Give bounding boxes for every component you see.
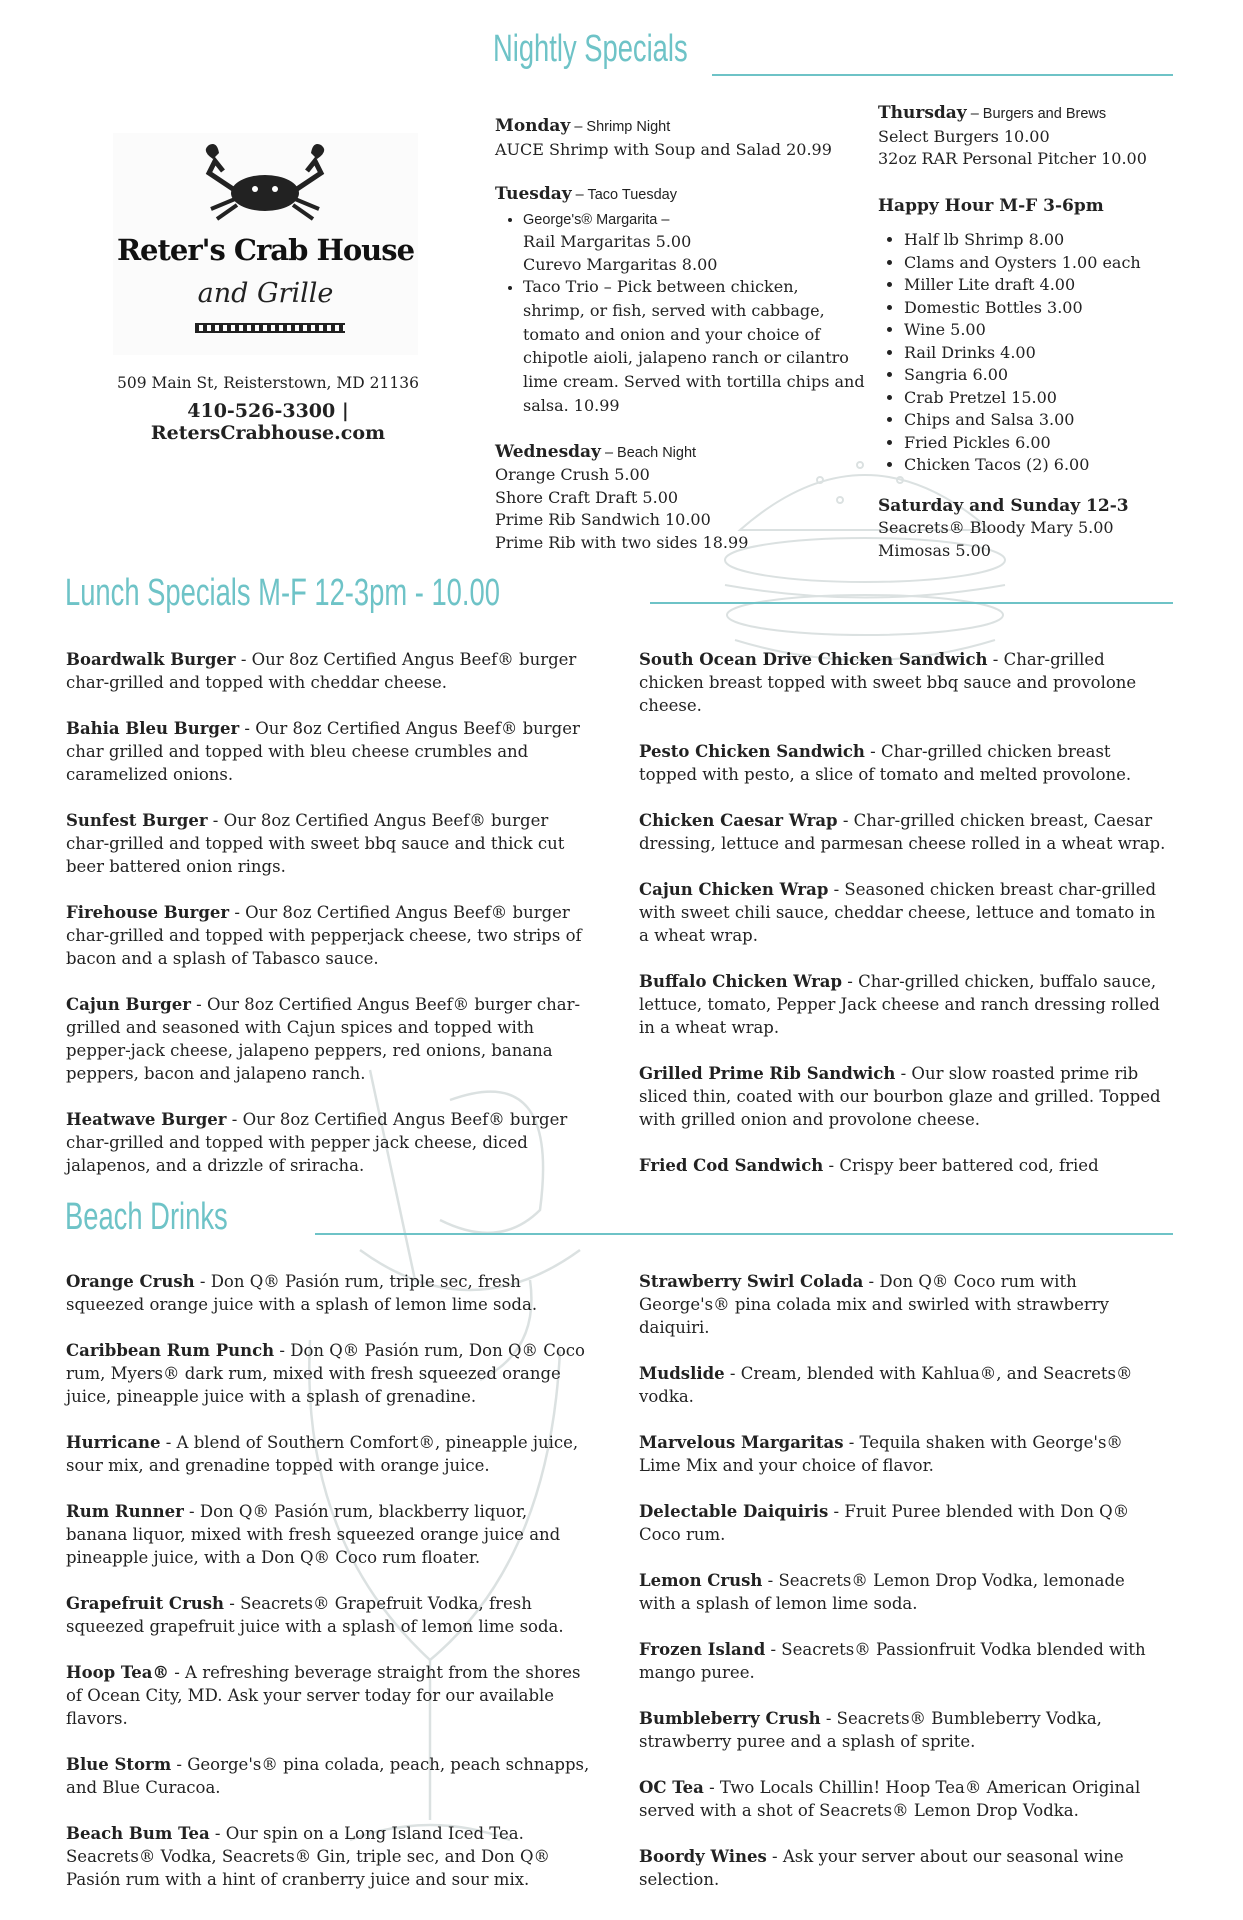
happy-hour-title: Happy Hour M-F 3-6pm [878, 195, 1104, 216]
menu-item [66, 1108, 586, 1177]
lunch-specials-title: Lunch Specials M-F 12-3pm - 10.00 [65, 572, 500, 614]
address: 509 Main St, Reisterstown, MD 21136 [117, 374, 419, 392]
menu-item [66, 717, 586, 786]
menu-item [66, 1431, 591, 1477]
item-desc: - Two Locals Chillin! Hoop Tea® American Original served with a shot of Seacrets® Lemon Drop Vodka. [639, 1778, 1141, 1820]
nightly-column-left [495, 115, 865, 554]
menu-item [639, 878, 1169, 947]
item-desc: - Our slow roasted prime rib sliced thin, coated with our bourbon glaze and grilled. Topped with grilled onion and provolone cheese. [639, 1064, 1161, 1129]
menu-item [639, 1776, 1159, 1822]
nightly-rule [712, 74, 1173, 76]
item-name: Boardwalk Burger [66, 650, 236, 669]
item-name: Grapefruit Crush [66, 1594, 225, 1613]
item-name: Grilled Prime Rib Sandwich [639, 1064, 896, 1083]
nightly-column-right [878, 102, 1208, 562]
drinks-column-right [639, 1270, 1159, 1914]
menu-item [66, 1270, 591, 1316]
drinks-column-left [66, 1270, 591, 1914]
item-desc: - Ask your server about our seasonal wine selection. [639, 1847, 1124, 1889]
list-item: Mimosas 5.00 [878, 540, 991, 560]
item-desc: - Our 8oz Certified Angus Beef® burger char-grilled and seasoned with Cajun spices and topped with pepper-jack cheese, jalapeno peppers, red onions, banana peppers, bacon and jalapeno ranch. [66, 995, 581, 1083]
item-desc: - George's® pina colada, peach, peach schnapps, and Blue Curacoa. [66, 1755, 590, 1797]
item-name: Buffalo Chicken Wrap [639, 972, 843, 991]
wednesday-block [495, 441, 865, 555]
item-name: OC Tea [639, 1778, 704, 1797]
item-name: Cajun Chicken Wrap [639, 880, 829, 899]
thursday-block [878, 102, 1208, 171]
item-name: Delectable Daiquiris [639, 1502, 829, 1521]
item-desc: - A refreshing beverage straight from the shores of Ocean City, MD. Ask your server today for our available flavors. [66, 1663, 581, 1728]
happy-hour-list [878, 229, 1208, 477]
menu-item [66, 1661, 591, 1730]
item-desc: - Seacrets® Lemon Drop Vodka, lemonade with a splash of lemon lime soda. [639, 1571, 1125, 1613]
list-item: • Sangria 6.00 [904, 364, 1208, 387]
item-name: Chicken Caesar Wrap [639, 811, 838, 830]
tuesday-bullet-1: George's® Margarita – [523, 211, 670, 228]
menu-item [66, 1753, 591, 1799]
menu-item [639, 1500, 1159, 1546]
list-item: • Wine 5.00 [904, 319, 1208, 342]
tuesday-theme: – Taco Tuesday [571, 187, 677, 203]
item-name: Cajun Burger [66, 995, 191, 1014]
item-name: Firehouse Burger [66, 903, 230, 922]
item-desc: - Our spin on a Long Island Iced Tea. Seacrets® Vodka, Seacrets® Gin, triple sec, and Don Q® Pasión rum with a hint of cranberry juice and sour mix. [66, 1824, 551, 1889]
item-name: Hurricane [66, 1433, 161, 1452]
tuesday-block [495, 183, 865, 419]
item-desc: - Char-grilled chicken breast, Caesar dressing, lettuce and parmesan cheese rolled in a wheat wrap. [639, 811, 1166, 853]
tuesday-list [495, 209, 865, 419]
item-name: South Ocean Drive Chicken Sandwich [639, 650, 988, 669]
item-desc: - Char-grilled chicken breast topped with sweet bbq sauce and provolone cheese. [639, 650, 1137, 715]
item-desc: - Our 8oz Certified Angus Beef® burger char-grilled and topped with pepperjack cheese, two strips of bacon and a splash of Tabasco sauce. [66, 903, 582, 968]
list-item: Prime Rib with two sides 18.99 [495, 532, 749, 552]
list-item: Select Burgers 10.00 [878, 126, 1050, 146]
logo-panel [113, 133, 418, 355]
item-name: Heatwave Burger [66, 1110, 227, 1129]
item-desc: - Seacrets® Grapefruit Vodka, fresh squeezed grapefruit juice with a splash of lemon lime soda. [66, 1594, 564, 1636]
item-name: Orange Crush [66, 1272, 195, 1291]
logo-divider [195, 323, 345, 333]
item-name: Boordy Wines [639, 1847, 767, 1866]
item-desc: - Our 8oz Certified Angus Beef® burger char grilled and topped with bleu cheese crumbles and caramelized onions. [66, 719, 580, 784]
item-name: Caribbean Rum Punch [66, 1341, 275, 1360]
list-item: Shore Craft Draft 5.00 [495, 487, 679, 507]
item-desc: - Char-grilled chicken breast topped with pesto, a slice of tomato and melted provolone. [639, 742, 1132, 784]
item-name: Hoop Tea® [66, 1663, 169, 1682]
list-item: • Chips and Salsa 3.00 [904, 409, 1208, 432]
item-name: Rum Runner [66, 1502, 184, 1521]
list-item: • Crab Pretzel 15.00 [904, 387, 1208, 410]
menu-item [639, 809, 1169, 855]
logo-name: Reter's Crab House [116, 233, 415, 267]
menu-item [639, 1431, 1159, 1477]
item-desc: - Seasoned chicken breast char-grilled with sweet chili sauce, cheddar cheese, lettuce and tomato in a wheat wrap. [639, 880, 1157, 945]
menu-item [639, 1707, 1159, 1753]
item-name: Strawberry Swirl Colada [639, 1272, 864, 1291]
item-desc: - Tequila shaken with George's® Lime Mix and your choice of flavor. [639, 1433, 1123, 1475]
list-item: • Fried Pickles 6.00 [904, 432, 1208, 455]
lunch-column-right [639, 648, 1169, 1200]
item-name: Mudslide [639, 1364, 725, 1383]
item-desc: - Don Q® Pasión rum, triple sec, fresh squeezed orange juice with a splash of lemon lime soda. [66, 1272, 538, 1314]
list-item: 32oz RAR Personal Pitcher 10.00 [878, 149, 1147, 168]
item-name: Bumbleberry Crush [639, 1709, 821, 1728]
menu-item [639, 1362, 1159, 1408]
lunch-column-left [66, 648, 586, 1200]
list-item: • Chicken Tacos (2) 6.00 [904, 454, 1208, 477]
tuesday-sub-1: Rail Margaritas 5.00 [523, 232, 692, 251]
monday-theme: – Shrimp Night [570, 119, 671, 135]
item-name: Sunfest Burger [66, 811, 208, 830]
item-desc: - Seacrets® Bumbleberry Vodka, strawberry puree and a splash of sprite. [639, 1709, 1102, 1751]
menu-item [639, 1062, 1169, 1131]
menu-item [639, 1845, 1159, 1891]
menu-item [66, 993, 586, 1085]
menu-item [66, 1822, 591, 1891]
menu-item [639, 1638, 1159, 1684]
item-desc: - Cream, blended with Kahlua®, and Seacrets® vodka. [639, 1364, 1133, 1406]
list-item [523, 209, 865, 277]
item-desc: - Seacrets® Passionfruit Vodka blended with mango puree. [639, 1640, 1146, 1682]
monday-item: AUCE Shrimp with Soup and Salad 20.99 [495, 139, 832, 159]
item-name: Pesto Chicken Sandwich [639, 742, 865, 761]
contact-line[interactable]: 410-526-3300 | RetersCrabhouse.com [150, 400, 386, 444]
nightly-specials-title: Nightly Specials [493, 28, 688, 70]
thursday-day: Thursday [878, 103, 967, 123]
menu-item [639, 648, 1169, 717]
menu-item [66, 648, 586, 694]
wednesday-day: Wednesday [495, 441, 601, 462]
item-name: Beach Bum Tea [66, 1824, 210, 1843]
tuesday-bullet-2: Taco Trio – Pick between chicken, shrimp, or fish, served with cabbage, tomato and onion and your choice of chipotle aioli, jalapeno ranch or cilantro lime cream. Served with tortilla chips and salsa. 10.99 [523, 277, 865, 415]
item-desc: - Our 8oz Certified Angus Beef® burger char-grilled and topped with pepper jack cheese, diced jalapenos, and a drizzle of sriracha. [66, 1110, 568, 1175]
item-desc: - A blend of Southern Comfort®, pineapple juice, sour mix, and grenadine topped with orange juice. [66, 1433, 579, 1475]
weekend-title: Saturday and Sunday 12-3 [878, 495, 1129, 516]
menu-item [66, 809, 586, 878]
lunch-rule [650, 602, 1173, 604]
menu-item [66, 1500, 591, 1569]
menu-item [639, 1154, 1169, 1177]
thursday-theme: – Burgers and Brews [966, 106, 1107, 122]
tuesday-sub-2: Curevo Margaritas 8.00 [523, 254, 718, 274]
wednesday-theme: – Beach Night [600, 444, 697, 461]
list-item: Prime Rib Sandwich 10.00 [495, 510, 711, 530]
beach-drinks-title: Beach Drinks [65, 1196, 228, 1238]
item-name: Blue Storm [66, 1755, 172, 1774]
list-item: Seacrets® Bloody Mary 5.00 [878, 518, 1114, 537]
item-desc: - Don Q® Pasión rum, Don Q® Coco rum, Myers® dark rum, mixed with fresh squeezed orange juice, pineapple juice with a splash of grenadine. [66, 1341, 585, 1406]
list-item: • Half lb Shrimp 8.00 [904, 229, 1208, 252]
list-item: • Domestic Bottles 3.00 [904, 297, 1208, 320]
list-item: • Clams and Oysters 1.00 each [904, 252, 1208, 275]
menu-item [66, 1339, 591, 1408]
item-desc: - Fruit Puree blended with Don Q® Coco rum. [639, 1502, 1130, 1544]
item-name: Bahia Bleu Burger [66, 719, 240, 738]
item-desc: - Don Q® Coco rum with George's® pina colada mix and swirled with strawberry daiquiri. [639, 1272, 1109, 1337]
logo-subname: and Grille [197, 278, 334, 309]
drinks-rule [315, 1233, 1173, 1235]
item-desc: - Our 8oz Certified Angus Beef® burger char-grilled and topped with cheddar cheese. [66, 650, 577, 692]
menu-item [639, 970, 1169, 1039]
menu-item [639, 1270, 1159, 1339]
item-desc: - Char-grilled chicken, buffalo sauce, lettuce, tomato, Pepper Jack cheese and ranch dressing rolled in a wheat wrap. [639, 972, 1160, 1037]
item-desc: - Crispy beer battered cod, fried [823, 1156, 1099, 1175]
item-desc: - Our 8oz Certified Angus Beef® burger char-grilled and topped with sweet bbq sauce and thick cut beer battered onion rings. [66, 811, 565, 876]
menu-item [639, 740, 1169, 786]
tuesday-day: Tuesday [495, 184, 572, 204]
item-name: Fried Cod Sandwich [639, 1156, 824, 1175]
item-desc: - Don Q® Pasión rum, blackberry liquor, banana liquor, mixed with fresh squeezed orange juice and pineapple juice, with a Don Q® Coco rum floater. [66, 1502, 561, 1567]
item-name: Frozen Island [639, 1640, 766, 1659]
list-item [523, 276, 865, 419]
monday-block [495, 115, 865, 161]
list-item: Orange Crush 5.00 [495, 465, 650, 485]
list-item: • Miller Lite draft 4.00 [904, 274, 1208, 297]
menu-item [639, 1569, 1159, 1615]
menu-item [66, 901, 586, 970]
menu-item [66, 1592, 591, 1638]
monday-day: Monday [495, 116, 571, 136]
item-name: Marvelous Margaritas [639, 1433, 844, 1452]
crab-icon [195, 143, 335, 225]
list-item: • Rail Drinks 4.00 [904, 342, 1208, 365]
item-name: Lemon Crush [639, 1571, 763, 1590]
